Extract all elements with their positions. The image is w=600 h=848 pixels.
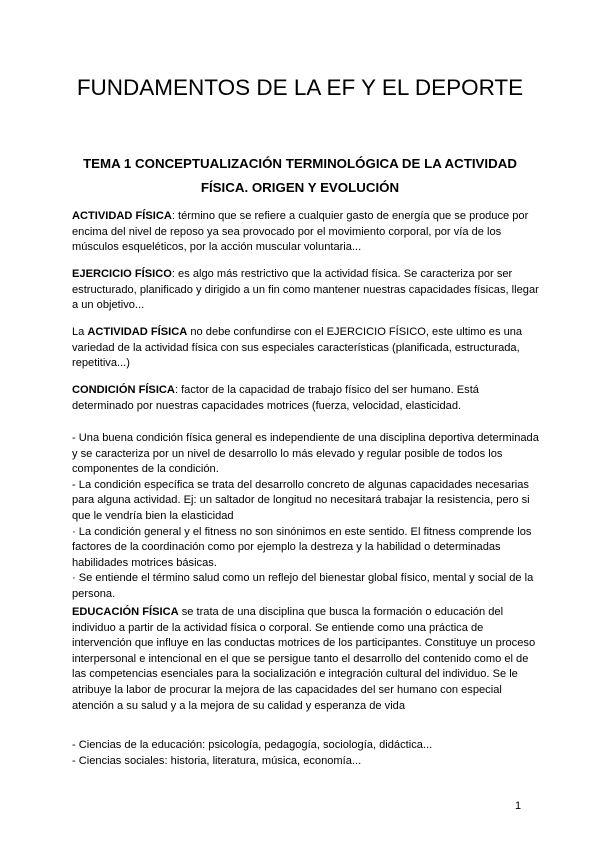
- topic-heading: TEMA 1 CONCEPTUALIZACIÓN TERMINOLÓGICA DE LA ACTIVIDAD FÍSICA. ORIGEN Y EVOLUCIÓN: [83, 156, 517, 195]
- list-item: - Ciencias de la educación: psicología, pedagogía, sociología, didáctica...: [72, 739, 433, 751]
- list-item: - La condición específica se trata del desarrollo concreto de algunas capacidades necesarias para alguna actividad. Ej: un saltador de longitud no necesitará trabajar la resistencia, pero si que le vendría bien la elasticidad: [72, 478, 530, 522]
- term-educacion-fisica: EDUCACIÓN FÍSICA: [72, 606, 179, 618]
- definition-text: se trata de una disciplina que busca la formación o educación del individuo a partir de la actividad física o corporal. Se entiende como una práctica de intervención que influye en las conductas motrices de los participantes. Constituye un proceso interpersonal e intencional en el que se persigue tanto el desarrollo del contenido como el de las competencias esenciales para la socialización e integración cultural del individuo. Se le atribuye la labor de procurar la mejora de las capacidades del ser humano con especial atención a su salud y a la mejora de su calidad y esperanza de vida: [72, 606, 536, 712]
- definition-text: : es algo más restrictivo que la actividad física. Se caracteriza por ser estructurado, planificado y dirigido a un fin como mantener nuestras capacidades físicas, llegar a un objetivo...: [72, 268, 539, 312]
- list-item: · La condición general y el fitness no son sinónimos en este sentido. El fitness comprende los factores de la coordinación como por ejemplo la destreza y la habilidad o determinadas habilidades motrices básicas.: [72, 525, 532, 569]
- term-condicion-fisica: CONDICIÓN FÍSICA: [72, 384, 175, 396]
- condicion-points-list: [72, 431, 540, 603]
- distinction-prefix: La: [72, 326, 88, 338]
- distinction-text: no debe confundirse con el EJERCICIO FÍSICO, este ultimo es una variedad de la actividad física con sus especiales características (planificada, estructurada, repetitiva...): [72, 326, 523, 370]
- definition-text: : término que se refiere a cualquier gasto de energía que se produce por encima del nivel de reposo ya sea provocado por el movimiento corporal, por vía de los músculos esqueléticos, por la acción muscular voluntaria...: [72, 210, 529, 254]
- list-item: - Una buena condición física general es independiente de una disciplina deportiva determinada y se caracteriza por un nivel de desarrollo lo más elevado y regular posible de todos los componentes de la condición.: [72, 432, 539, 476]
- distinction-paragraph: [72, 325, 540, 372]
- term-ejercicio-fisico: EJERCICIO FÍSICO: [72, 268, 172, 280]
- definition-educacion-fisica: [72, 605, 540, 714]
- list-item: · Se entiende el término salud como un reflejo del bienestar global físico, mental y social de la persona.: [72, 572, 534, 600]
- document-title: FUNDAMENTOS DE LA EF Y EL DEPORTE: [76, 75, 524, 100]
- list-item: - Ciencias sociales: historia, literatura, música, economía...: [72, 754, 362, 767]
- definition-actividad-fisica: [72, 209, 540, 256]
- term-actividad-fisica: ACTIVIDAD FÍSICA: [72, 210, 172, 222]
- ciencias-list: [72, 738, 540, 769]
- definition-condicion-fisica: [72, 383, 540, 414]
- definition-ejercicio-fisico: [72, 267, 540, 314]
- definition-text: : factor de la capacidad de trabajo físico del ser humano. Está determinado por nuestras capacidades motrices (fuerza, velocidad, elasticidad.: [72, 384, 479, 412]
- page-number: 1: [515, 800, 522, 812]
- term-actividad-fisica: ACTIVIDAD FÍSICA: [87, 326, 188, 338]
